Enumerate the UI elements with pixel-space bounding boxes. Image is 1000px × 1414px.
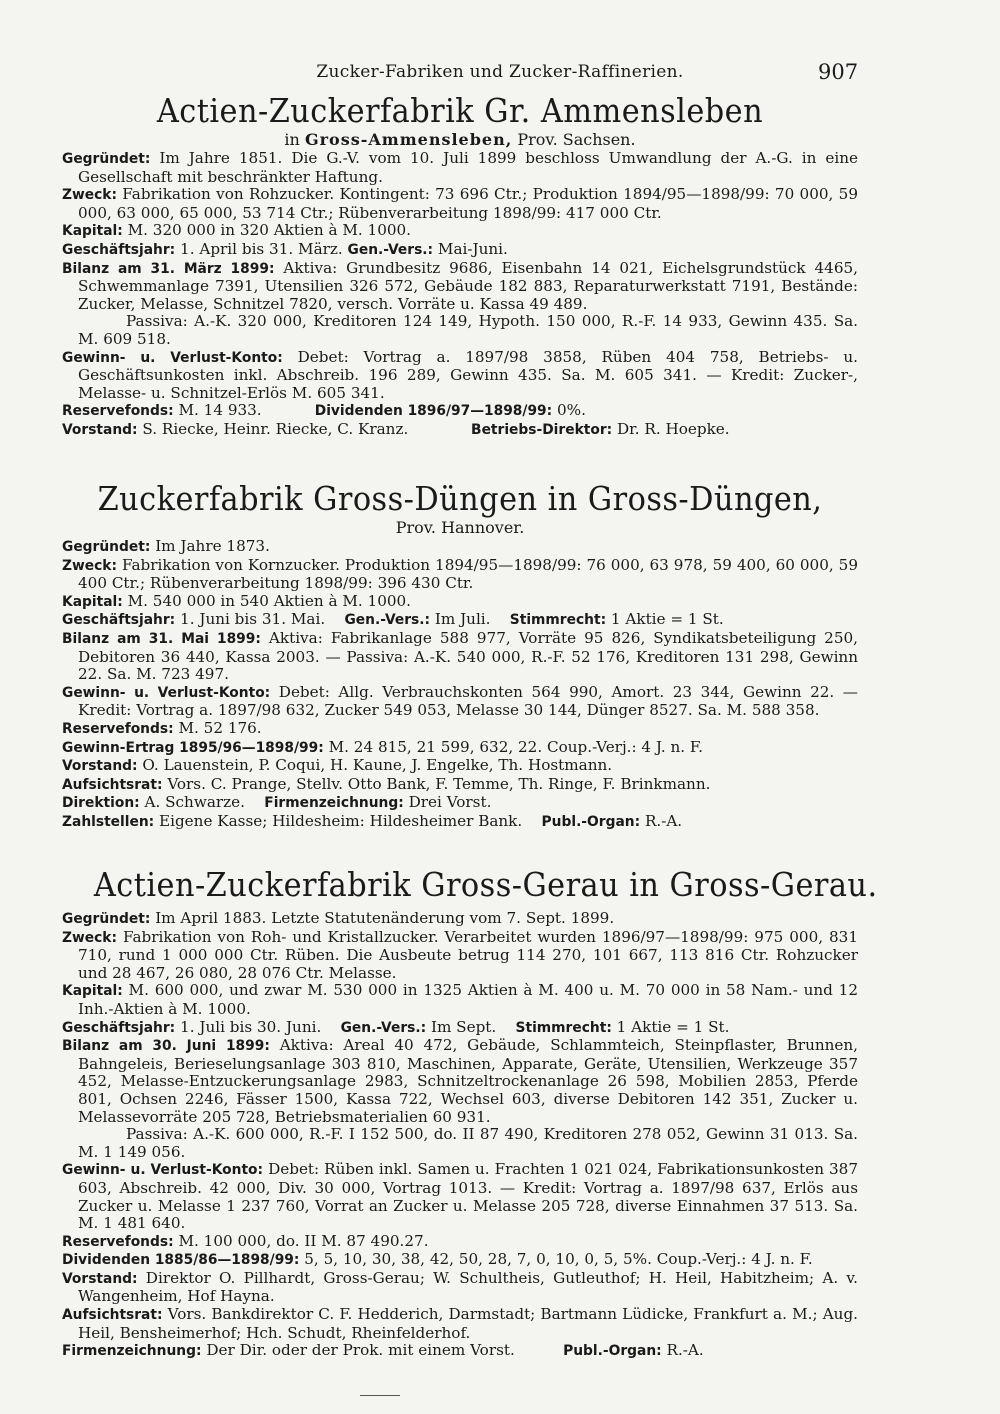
company-subtitle: Prov. Hannover. xyxy=(395,518,525,537)
entry-geschaeftsjahr xyxy=(62,611,858,630)
entry-reservefonds xyxy=(62,1233,858,1252)
entry-list xyxy=(62,538,858,832)
entry-text: O. Lauenstein, P. Coqui, H. Kaune, J. Engelke, Th. Hostmann. xyxy=(142,756,613,775)
entry-text-2: R.-A. xyxy=(644,811,683,830)
entry-gewinn-ertrag xyxy=(62,739,858,758)
entry-gewinn-verlust xyxy=(62,684,858,720)
entry-text: M. 600 000, und zwar M. 530 000 in 1325 Aktien à M. 400 u. M. 70 000 in 58 Nam.- und 12 Inh.-Aktien à M. 1000. xyxy=(78,981,858,1018)
entry-label: Gegründet: xyxy=(62,539,151,555)
entry-kapital xyxy=(62,222,858,241)
entry-dividenden xyxy=(62,1251,858,1270)
entry-label: Geschäftsjahr: xyxy=(62,1019,176,1036)
entry-label: Zweck: xyxy=(62,929,117,946)
entry-label: Gewinn- u. Verlust-Konto: xyxy=(62,1162,264,1179)
entry-vorstand xyxy=(62,1270,858,1306)
entry-label: Zweck: xyxy=(62,187,117,204)
entry-label: Gegründet: xyxy=(62,911,151,927)
entry-text: M. 14 933. xyxy=(178,401,262,420)
entry-label: Vorstand: xyxy=(62,1270,138,1287)
entry-gegruendet xyxy=(62,150,858,186)
entry-text: Vors. Bankdirektor C. F. Hedderich, Darmstadt; Bartmann Lüdicke, Frankfurt a. M.; Aug. Heil, Bensheimerhof; Hch. Schudt, Rheinfelderhof. xyxy=(78,1305,859,1342)
entry-label: Aufsichtsrat: xyxy=(62,1307,163,1324)
entry-label: Kapital: xyxy=(62,983,123,1000)
entry-label: Dividenden 1885/86—1898/99: xyxy=(62,1252,300,1269)
entry-gewinn-verlust xyxy=(62,349,858,403)
entry-label: Gegründet: xyxy=(62,151,151,167)
entry-text: M. 540 000 in 540 Aktien à M. 1000. xyxy=(127,591,412,610)
entry-kapital xyxy=(62,593,858,612)
entry-label: Reservefonds: xyxy=(62,720,174,737)
entry-label: Geschäftsjahr: xyxy=(62,241,176,258)
entry-geschaeftsjahr xyxy=(62,241,858,260)
entry-text-2: R.-A. xyxy=(666,1341,704,1360)
entry-label: Kapital: xyxy=(62,223,123,240)
entry-geschaeftsjahr xyxy=(62,1019,858,1038)
entry-label-2: Publ.-Organ: xyxy=(563,1343,662,1360)
entry-label: Aufsichtsrat: xyxy=(62,776,163,793)
entry-text: Aktiva: Areal 40 472, Gebäude, Schlammteich, Steinpflaster, Brunnen, Bahngeleis, Berieselungsanlage 303 810, Maschinen, Apparate, Geräte, Utensilien, Werkzeuge 357 452, Melasse-Entzuckerungsanlage 2983, Schnitzeltrockenanlage 26 598, Mobilien 2853, Pferde 801, Ochsen 2246, Fässer 1500, Kassa 722, Wechsel 603, diverse Debitoren 142 351, Zucker u. Melassevorräte 205 728, Betriebsmaterialien 60 931. xyxy=(78,1036,859,1126)
entry-label: Bilanz am 31. März 1899: xyxy=(62,260,275,277)
entry-label-2: Betriebs-Direktor: xyxy=(471,421,613,438)
entry-label-2: Dividenden 1896/97—1898/99: xyxy=(314,403,553,420)
entry-text: Fabrikation von Kornzucker. Produktion 1894/95—1898/99: 76 000, 63 978, 59 400, 60 000, 59 400 Ctr.; Rübenverarbeitung 1898/99: 396 430 Ctr. xyxy=(78,555,858,593)
entry-text-3: 1 Aktie = 1 St. xyxy=(616,1017,730,1036)
entry-label: Geschäftsjahr: xyxy=(62,612,176,629)
entry-text: Debet: Rüben inkl. Samen u. Frachten 1 021 024, Fabrikationsunkosten 387 603, Abschreib. 42 000, Div. 30 000, Vortrag 1013. — Kredit: Vortrag a. 1897/98 637, Erlös aus Zucker u. Melasse 1 237 760, Vorrat an Zucker u. Melasse 205 728, diverse Einnahmen 37 513. Sa. M. 1 481 640. xyxy=(78,1160,858,1233)
entry-list xyxy=(62,150,858,440)
company-title: Actien-Zuckerfabrik Gross-Gerau in Gross-Gerau. xyxy=(93,865,878,904)
entry-text: Direktor O. Pillhardt, Gross-Gerau; W. Schultheis, Gutleuthof; H. Heil, Habitzheim; A. v. Wangenheim, Hof Hayna. xyxy=(78,1268,858,1306)
entry-bilanz xyxy=(62,630,858,684)
entry-label-2: Publ.-Organ: xyxy=(541,813,641,830)
entry-label: Vorstand: xyxy=(62,758,138,775)
entry-text: Fabrikation von Rohzucker. Kontingent: 73 696 Ctr.; Produktion 1894/95—1898/99: 70 000, 59 000, 63 000, 65 000, 53 714 Ctr.; Rübenverarbeitung 1898/99: 417 000 Ctr. xyxy=(78,185,858,222)
entry-text: Debet: Vortrag a. 1897/98 3858, Rüben 404 758, Betriebs- u. Geschäftsunkosten inkl. Abschreib. 196 289, Gewinn 435. Sa. M. 605 341. — Kredit: Zucker-, Melasse- u. Schnitzel-Erlös M. 605 341. xyxy=(78,347,859,402)
entry-passiva xyxy=(62,313,858,348)
entry-label: Bilanz am 30. Juni 1899: xyxy=(62,1038,270,1055)
entry-label: Bilanz am 31. Mai 1899: xyxy=(62,630,261,647)
entry-reservefonds xyxy=(62,720,858,739)
entry-zweck xyxy=(62,929,858,983)
entry-text: 1. Juni bis 31. Mai. xyxy=(180,610,326,629)
entry-vorstand xyxy=(62,421,858,440)
running-head: Zucker-Fabriken und Zucker-Raffinerien. xyxy=(316,62,684,82)
subtitle-province: Prov. Sachsen. xyxy=(517,130,636,149)
entry-label: Reservefonds: xyxy=(62,1233,174,1250)
entry-text-2: Im Sept. xyxy=(430,1017,497,1036)
entry-label-3: Stimmrecht: xyxy=(509,612,607,629)
entry-text: Passiva: A.-K. 600 000, R.-F. I 152 500, do. II 87 490, Kreditoren 278 052, Gewinn 31 013. Sa. M. 1 149 056. xyxy=(78,1125,858,1161)
entry-text-2: Im Juli. xyxy=(434,610,491,629)
entry-text: Der Dir. oder der Prok. mit einem Vorst. xyxy=(206,1341,515,1360)
entry-label: Kapital: xyxy=(62,593,123,610)
entry-bilanz xyxy=(62,260,858,314)
entry-gegruendet xyxy=(62,538,858,557)
entry-label: Gewinn- u. Verlust-Konto: xyxy=(62,349,283,366)
entry-direktion xyxy=(62,794,858,813)
entry-label: Firmenzeichnung: xyxy=(62,1343,202,1360)
entry-text: M. 24 815, 21 599, 632, 22. Coup.-Verj.: 4 J. n. F. xyxy=(328,737,703,756)
entry-text: S. Riecke, Heinr. Riecke, C. Kranz. xyxy=(142,419,409,438)
entry-label-2: Gen.-Vers.: xyxy=(344,612,431,629)
entry-vorstand xyxy=(62,757,858,776)
entry-label-2: Firmenzeichnung: xyxy=(264,795,404,812)
entry-gewinn-verlust xyxy=(62,1161,858,1232)
subtitle-prefix: in xyxy=(284,130,300,149)
entry-reservefonds xyxy=(62,402,858,421)
entry-text: Aktiva: Fabrikanlage 588 977, Vorräte 95 826, Syndikatsbeteiligung 250, Debitoren 36 440, Kassa 2003. — Passiva: A.-K. 540 000, R.-F. 52 176, Kreditoren 131 298, Gewinn 22. Sa. M. 723 497. xyxy=(78,628,858,684)
entry-text-2: 0%. xyxy=(557,401,586,420)
subtitle-location: Gross-Ammensleben, xyxy=(304,130,513,149)
entry-zweck xyxy=(62,186,858,222)
entry-text-3: 1 Aktie = 1 St. xyxy=(610,610,724,629)
entry-list xyxy=(62,910,858,1361)
entry-aufsichtsrat xyxy=(62,1306,858,1342)
company-title: Zuckerfabrik Gross-Düngen in Gross-Düngen, xyxy=(97,479,823,518)
entry-label-3: Stimmrecht: xyxy=(515,1019,612,1036)
entry-text: M. 100 000, do. II M. 87 490.27. xyxy=(178,1231,429,1250)
entry-text-2: Dr. R. Hoepke. xyxy=(616,419,730,438)
entry-text: Passiva: A.-K. 320 000, Kreditoren 124 149, Hypoth. 150 000, R.-F. 14 933, Gewinn 435. Sa. M. 609 518. xyxy=(78,312,858,348)
section-ammensleben xyxy=(62,92,858,440)
company-subtitle xyxy=(62,130,858,150)
entry-text: Fabrikation von Roh- und Kristallzucker. Verarbeitet wurden 1896/97—1898/99: 975 000, 831 710, rund 1 000 000 Ctr. Rüben. Die Ausbeute betrug 114 270, 101 667, 113 816 Ctr. Rohzucker und 28 467, 26 080, 28 076 Ctr. Melasse. xyxy=(78,927,859,982)
entry-label: Reservefonds: xyxy=(62,403,174,420)
entry-label-2: Gen.-Vers.: xyxy=(340,1019,427,1036)
entry-label: Direktion: xyxy=(62,795,140,812)
entry-text: Vors. C. Prange, Stellv. Otto Bank, F. Temme, Th. Ringe, F. Brinkmann. xyxy=(167,774,711,793)
company-title: Actien-Zuckerfabrik Gr. Ammensleben xyxy=(156,91,764,130)
entry-text: Aktiva: Grundbesitz 9686, Eisenbahn 14 021, Eichelsgrundstück 4465, Schwemmanlage 7391, Utensilien 326 572, Gebäude 182 883, Reparaturwerkstatt 7191, Bestände: Zucker, Melasse, Schnitzel 7820, versch. Vorräte u. Kassa 49 489. xyxy=(78,258,858,313)
entry-text: 5, 5, 10, 30, 38, 42, 50, 28, 7, 0, 10, 0, 5, 5%. Coup.-Verj.: 4 J. n. F. xyxy=(304,1250,813,1269)
entry-kapital xyxy=(62,982,858,1018)
entry-text-2: Mai-Juni. xyxy=(437,239,508,258)
entry-text: M. 52 176. xyxy=(178,718,262,737)
entry-label: Gewinn- u. Verlust-Konto: xyxy=(62,684,271,701)
entry-text-2: Drei Vorst. xyxy=(408,793,492,812)
entry-firmenzeichnung xyxy=(62,1342,858,1361)
entry-text: 1. April bis 31. März. xyxy=(180,239,343,258)
entry-passiva xyxy=(62,1126,858,1161)
entry-text: Eigene Kasse; Hildesheim: Hildesheimer Bank. xyxy=(159,811,523,830)
entry-gegruendet xyxy=(62,910,858,929)
section-gross-gerau xyxy=(62,865,878,1361)
entry-zweck xyxy=(62,557,858,593)
entry-aufsichtsrat xyxy=(62,776,858,795)
entry-label: Zweck: xyxy=(62,557,117,574)
entry-text: Debet: Allg. Verbrauchskonten 564 990, Amort. 23 344, Gewinn 22. — Kredit: Vortrag a. 1897/98 632, Zucker 549 053, Melasse 30 144, Dünger 8527. Sa. M. 588 358. xyxy=(78,682,858,720)
entry-bilanz xyxy=(62,1037,858,1126)
entry-text: Im Jahre 1873. xyxy=(155,537,270,555)
section-gross-duengen xyxy=(62,480,858,832)
entry-label: Gewinn-Ertrag 1895/96—1898/99: xyxy=(62,739,324,756)
entry-text: A. Schwarze. xyxy=(144,793,245,812)
entry-text: Im April 1883. Letzte Statutenänderung vom 7. Sept. 1899. xyxy=(155,909,615,927)
entry-text: Im Jahre 1851. Die G.-V. vom 10. Juli 1899 beschloss Umwandlung der A.-G. in eine Gesellschaft mit beschränkter Haftung. xyxy=(78,149,859,186)
entry-text: 1. Juli bis 30. Juni. xyxy=(180,1017,322,1036)
entry-label-2: Gen.-Vers.: xyxy=(347,241,434,258)
entry-label: Vorstand: xyxy=(62,421,138,438)
entry-label: Zahlstellen: xyxy=(62,813,155,830)
closing-rule xyxy=(360,1395,400,1396)
entry-zahlstellen xyxy=(62,813,858,832)
entry-text: M. 320 000 in 320 Aktien à M. 1000. xyxy=(127,221,412,240)
page-number: 907 xyxy=(818,60,859,84)
